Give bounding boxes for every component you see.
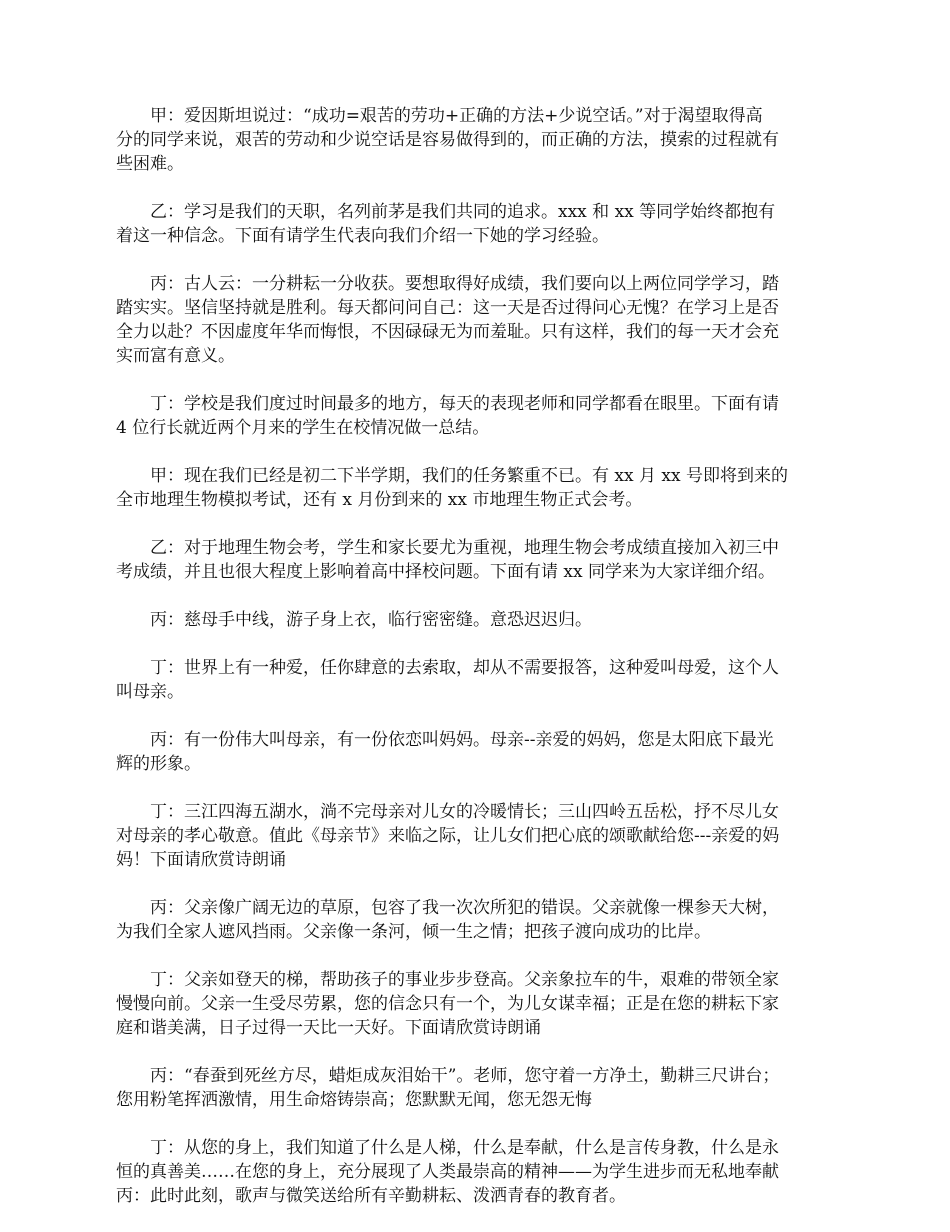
paragraph-5: 甲：现在我们已经是初二下半学期，我们的任务繁重不已。有 xx 月 xx 号即将到来的 全市地理生物模拟考试，还有 x 月份到来的 xx 市地理生物正式会考。 — [116, 466, 788, 510]
paragraph-3: 丙：古人云：一分耕耘一分收获。要想取得好成绩，我们要向以上两位同学学习，踏 踏实实。坚信坚持就是胜利。每天都问问自己：这一天是否过得问心无愧？在学习上是否 全力以赴？不因虚度年华而悔恨，不因碌碌无为而羞耻。只有这样，我们的每一天才会充 实而富有意义。 — [116, 274, 779, 366]
paragraph-2: 乙：学习是我们的天职，名列前茅是我们共同的追求。xxx 和 xx 等同学始终都抱有 着这一种信念。下面有请学生代表向我们介绍一下她的学习经验。 — [116, 202, 776, 246]
paragraph-12: 丁：父亲如登天的梯，帮助孩子的事业步步登高。父亲象拉车的牛，艰难的带领全家 慢慢向前。父亲一生受尽劳累，您的信念只有一个，为儿女谋幸福；正是在您的耕耘下家 庭和谐美满，日子过得一天比一天好。下面请欣赏诗朗诵 — [116, 970, 779, 1038]
paragraph-8: 丁：世界上有一种爱，任你肆意的去索取，却从不需要报答，这种爱叫母爱，这个人 叫母亲。 — [116, 658, 779, 702]
paragraph-1: 甲：爱因斯坦说过：“成功=艰苦的劳功+正确的方法+少说空话。”对于渴望取得高 分的同学来说，艰苦的劳动和少说空话是容易做得到的，而正确的方法，摸索的过程就有 些困难。 — [116, 106, 779, 174]
paragraph-6: 乙：对于地理生物会考，学生和家长要尤为重视，地理生物会考成绩直接加入初三中 考成绩，并且也很大程度上影响着高中择校问题。下面有请 xx 同学来为大家详细介绍。 — [116, 538, 779, 582]
paragraph-10: 丁：三江四海五湖水，淌不完母亲对儿女的冷暖情长；三山四岭五岳松，抒不尽儿女 对母亲的孝心敬意。值此《母亲节》来临之际，让儿女们把心底的颂歌献给您---亲爱的妈 妈！下面请欣赏诗朗诵 — [116, 802, 780, 870]
paragraph-13: 丙：“春蚕到死丝方尽，蜡炬成灰泪始干”。老师，您守着一方净土，勤耕三尺讲台； 您用粉笔挥洒激情，用生命熔铸崇高；您默默无闻，您无怨无悔 — [116, 1066, 780, 1110]
paragraph-14: 丁：从您的身上，我们知道了什么是人梯，什么是奉献，什么是言传身教，什么是永 恒的真善美……在您的身上，充分展现了人类最崇高的精神——为学生进步而无私地奉献 丙：此时此刻，歌声与微笑送给所有辛勤耕耘、泼洒青春的教育者。 — [116, 1138, 779, 1206]
document-page — [116, 104, 840, 1232]
paragraph-4: 丁：学校是我们度过时间最多的地方，每天的表现老师和同学都看在眼里。下面有请 4 位行长就近两个月来的学生在校情况做一总结。 — [116, 394, 779, 438]
paragraph-9: 丙：有一份伟大叫母亲，有一份依恋叫妈妈。母亲--亲爱的妈妈，您是太阳底下最光 辉的形象。 — [116, 730, 774, 774]
paragraph-7: 丙：慈母手中线，游子身上衣，临行密密缝。意恐迟迟归。 — [150, 610, 592, 630]
paragraph-11: 丙：父亲像广阔无边的草原，包容了我一次次所犯的错误。父亲就像一棵参天大树， 为我们全家人遮风挡雨。父亲像一条河，倾一生之情；把孩子渡向成功的比岸。 — [116, 898, 779, 942]
